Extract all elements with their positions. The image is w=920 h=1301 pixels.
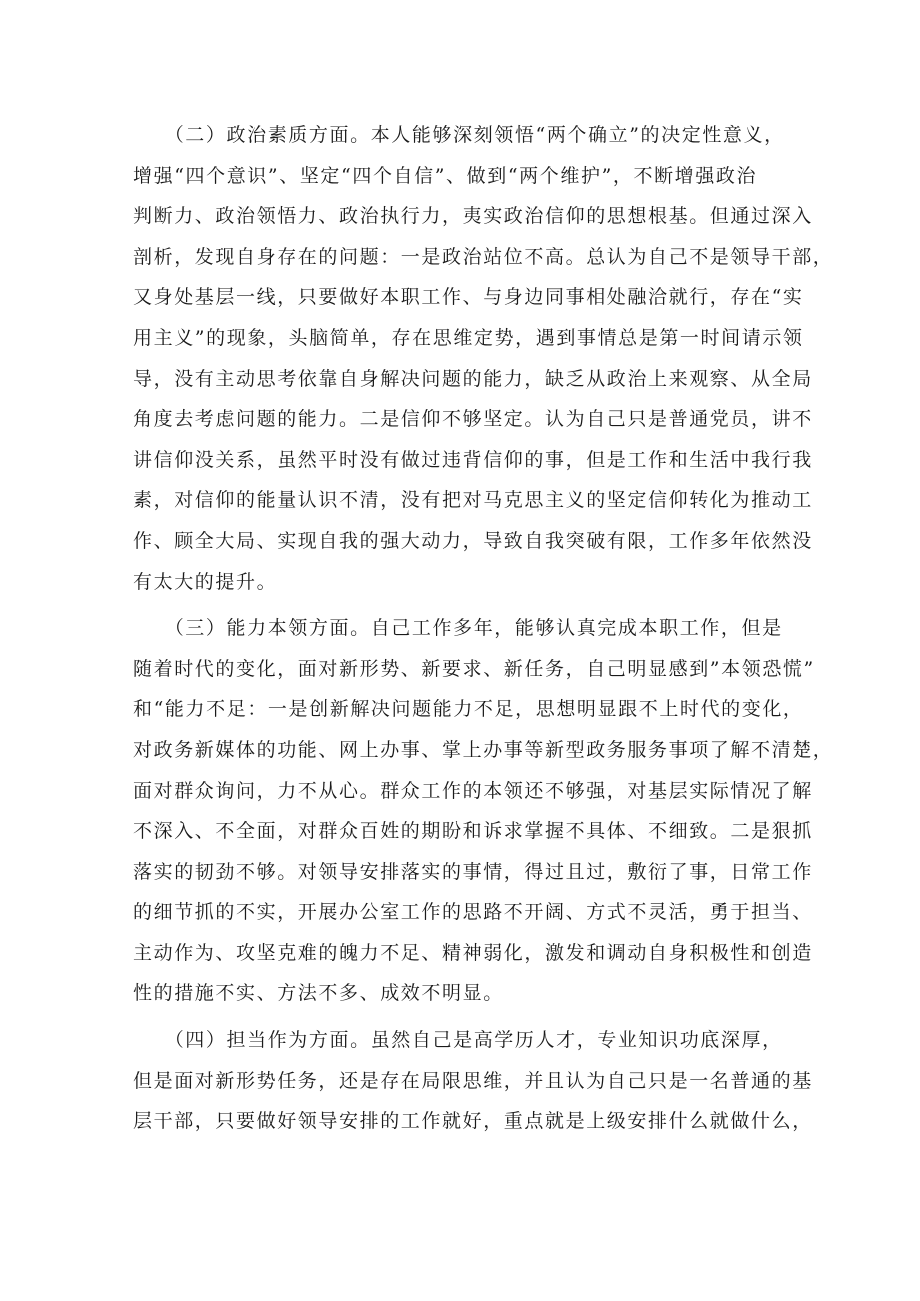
text-line: 和“能力不足：一是创新解决问题能力不足，思想明显跟不上时代的变化， xyxy=(133,698,804,721)
text-line: （四）担当作为方面。虽然自己是高学历人才，专业知识功底深厚， xyxy=(133,1029,783,1052)
text-line: 素，对信仰的能量认识不清，没有把对马克思主义的坚定信仰转化为推动工 xyxy=(133,489,813,512)
text-line: 不深入、不全面，对群众百姓的期盼和诉求掌握不具体、不细致。二是狠抓 xyxy=(133,820,813,843)
text-line: 用主义”的现象，头脑简单，存在思维定势，遇到事情总是第一时间请示领 xyxy=(133,326,804,349)
text-line: 判断力、政治领悟力、政治执行力，夷实政治信仰的思想根基。但通过深入 xyxy=(133,205,813,228)
text-line: 剖析，发现自身存在的问题：一是政治站位不高。总认为自己不是领导干部， xyxy=(133,245,834,268)
text-line: 有太大的提升。 xyxy=(133,570,278,593)
text-line: 主动作为、攻坚克难的魄力不足、精神弱化，激发和调动自身积极性和创造 xyxy=(133,941,813,964)
text-line: 又身处基层一线，只要做好本职工作、与身边同事相处融洽就行，存在“实 xyxy=(133,286,804,309)
text-line: 对政务新媒体的功能、网上办事、掌上办事等新型政务服务事项了解不清楚， xyxy=(133,738,834,761)
paragraph-responsibility xyxy=(133,1020,813,1142)
text-line: 层干部，只要做好领导安排的工作就好，重点就是上级安排什么就做什么， xyxy=(133,1110,813,1133)
text-line: 导，没有主动思考依靠自身解决问题的能力，缺乏从政治上来观察、从全局 xyxy=(133,367,813,390)
text-line: 讲信仰没关系，虽然平时没有做过违背信仰的事，但是工作和生活中我行我 xyxy=(133,448,813,471)
text-line: （三）能力本领方面。自己工作多年，能够认真完成本职工作，但是 xyxy=(133,617,783,640)
text-line: 性的措施不实、方法不多、成效不明显。 xyxy=(133,982,504,1005)
document-body xyxy=(133,115,834,1142)
text-line: 但是面对新形势任务，还是存在局限思维，并且认为自己只是一名普通的基 xyxy=(133,1069,813,1092)
text-line: 面对群众询问，力不从心。群众工作的本领还不够强，对基层实际情况了解 xyxy=(133,779,813,802)
text-line: 随着时代的变化，面对新形势、新要求、新任务，自己明显感到”本领恐慌” xyxy=(133,657,815,680)
text-line: 的细节抓的不实，开展办公室工作的思路不开阔、方式不灵活，勇于担当、 xyxy=(133,901,813,924)
paragraph-political-quality xyxy=(133,115,834,602)
text-line: 角度去考虑问题的能力。二是信仰不够坚定。认为自己只是普通党员，讲不 xyxy=(133,408,813,431)
text-line: （二）政治素质方面。本人能够深刻领悟“两个确立”的决定性意义， xyxy=(133,124,785,146)
text-line: 作、顾全大局、实现自我的强大动力，导致自我突破有限，工作多年依然没 xyxy=(133,529,813,552)
text-line: 落实的韧劲不够。对领导安排落实的事情，得过且过，敷衍了事，日常工作 xyxy=(133,860,813,883)
paragraph-ability xyxy=(133,608,834,1014)
text-line: 增强“四个意识”、坚定“四个自信”、做到“两个维护”，不断增强政治 xyxy=(133,164,758,187)
